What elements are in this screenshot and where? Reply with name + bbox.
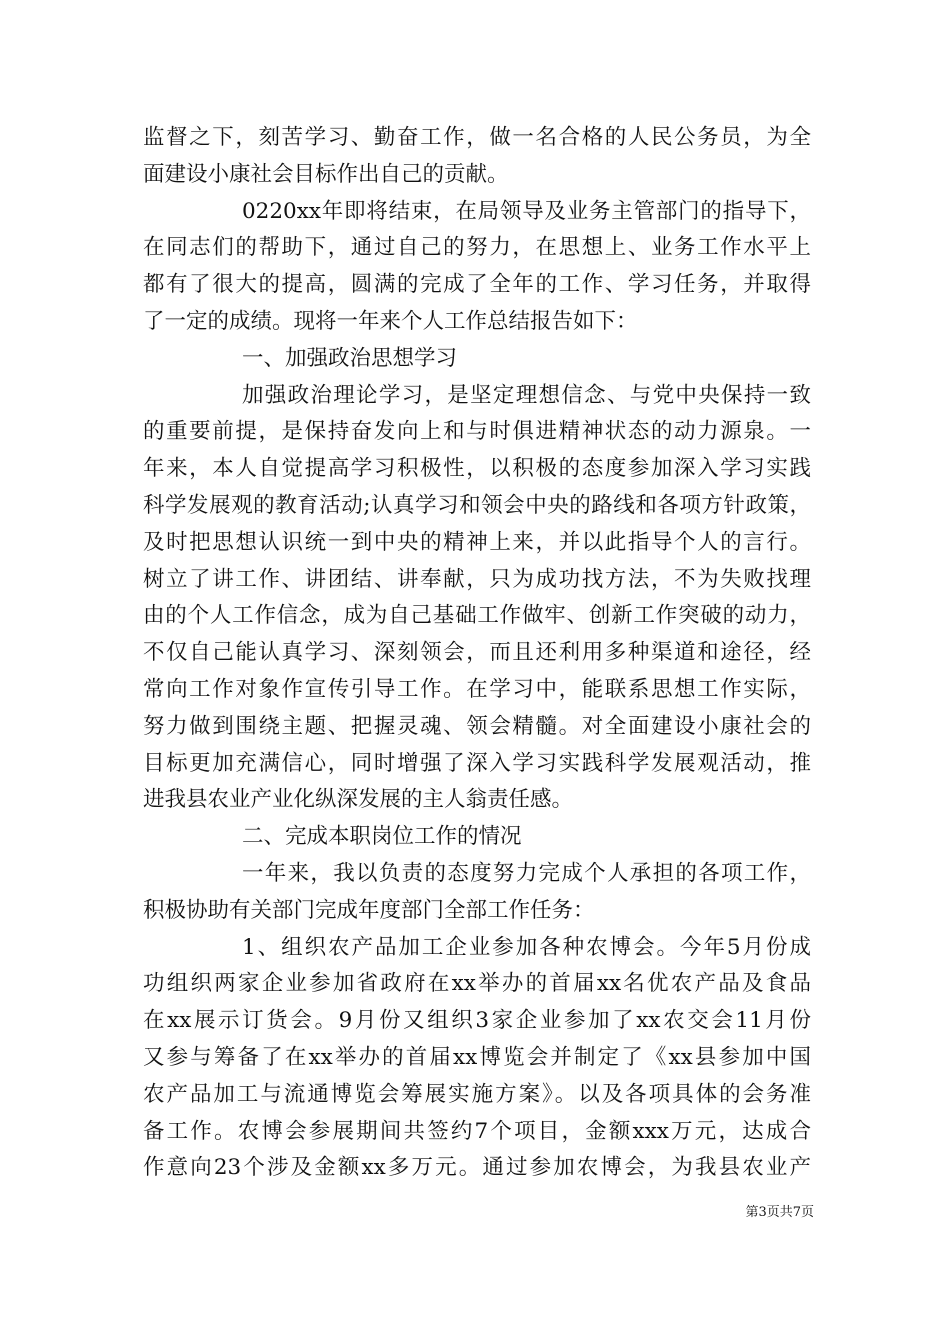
body-text <box>143 120 811 1187</box>
text-line: 一、加强政治思想学习 <box>242 345 458 371</box>
text-line: 的重要前提，是保持奋发向上和与时俱进精神状态的动力源泉。一 <box>143 419 811 445</box>
text-line: 目标更加充满信心，同时增强了深入学习实践科学发展观活动，推 <box>143 750 811 776</box>
text-line: 努力做到围绕主题、把握灵魂、领会精髓。对全面建设小康社会的 <box>143 713 811 739</box>
text-line: 年来，本人自觉提高学习积极性，以积极的态度参加深入学习实践 <box>143 456 811 482</box>
text-line: 及时把思想认识统一到中央的精神上来，并以此指导个人的言行。 <box>143 529 811 555</box>
text-line: 由的个人工作信念，成为自己基础工作做牢、创新工作突破的动力， <box>143 603 811 629</box>
text-line: 科学发展观的教育活动;认真学习和领会中央的路线和各项方针政策， <box>143 492 811 518</box>
text-line: 0220xx年即将结束，在局领导及业务主管部门的指导下， <box>242 198 811 224</box>
text-line: 在xx展示订货会。9月份又组织3家企业参加了xx农交会11月份 <box>143 1008 811 1034</box>
text-line: 积极协助有关部门完成年度部门全部工作任务： <box>143 897 595 923</box>
text-line: 不仅自己能认真学习、深刻领会，而且还利用多种渠道和途径，经 <box>143 640 811 666</box>
text-line: 了一定的成绩。现将一年来个人工作总结报告如下： <box>143 308 638 334</box>
text-line: 二、完成本职岗位工作的情况 <box>242 824 522 850</box>
text-line: 常向工作对象作宣传引导工作。在学习中，能联系思想工作实际， <box>143 676 811 702</box>
text-line: 一年来，我以负责的态度努力完成个人承担的各项工作， <box>242 860 811 886</box>
text-line: 功组织两家企业参加省政府在xx举办的首届xx名优农产品及食品 <box>143 971 811 997</box>
text-line: 作意向23个涉及金额xx多万元。通过参加农博会，为我县农业产 <box>143 1155 811 1181</box>
text-line: 都有了很大的提高，圆满的完成了全年的工作、学习任务，并取得 <box>143 272 811 298</box>
text-line: 进我县农业产业化纵深发展的主人翁责任感。 <box>143 787 574 813</box>
text-line: 备工作。农博会参展期间共签约7个项目，金额xxx万元，达成合 <box>143 1118 811 1144</box>
text-line: 面建设小康社会目标作出自己的贡献。 <box>143 161 509 187</box>
text-line: 又参与筹备了在xx举办的首届xx博览会并制定了《xx县参加中国 <box>143 1044 811 1070</box>
text-line: 农产品加工与流通博览会筹展实施方案》。以及各项具体的会务准 <box>143 1081 811 1107</box>
text-line: 在同志们的帮助下，通过自己的努力，在思想上、业务工作水平上 <box>143 235 811 261</box>
text-line: 1、组织农产品加工企业参加各种农博会。今年5月份成 <box>242 934 811 960</box>
text-line: 监督之下，刻苦学习、勤奋工作，做一名合格的人民公务员，为全 <box>143 125 811 150</box>
text-line: 加强政治理论学习，是坚定理想信念、与党中央保持一致 <box>242 382 811 408</box>
page-footer: 第3页共7页 <box>745 1205 814 1220</box>
text-line: 树立了讲工作、讲团结、讲奉献，只为成功找方法，不为失败找理 <box>143 566 811 592</box>
